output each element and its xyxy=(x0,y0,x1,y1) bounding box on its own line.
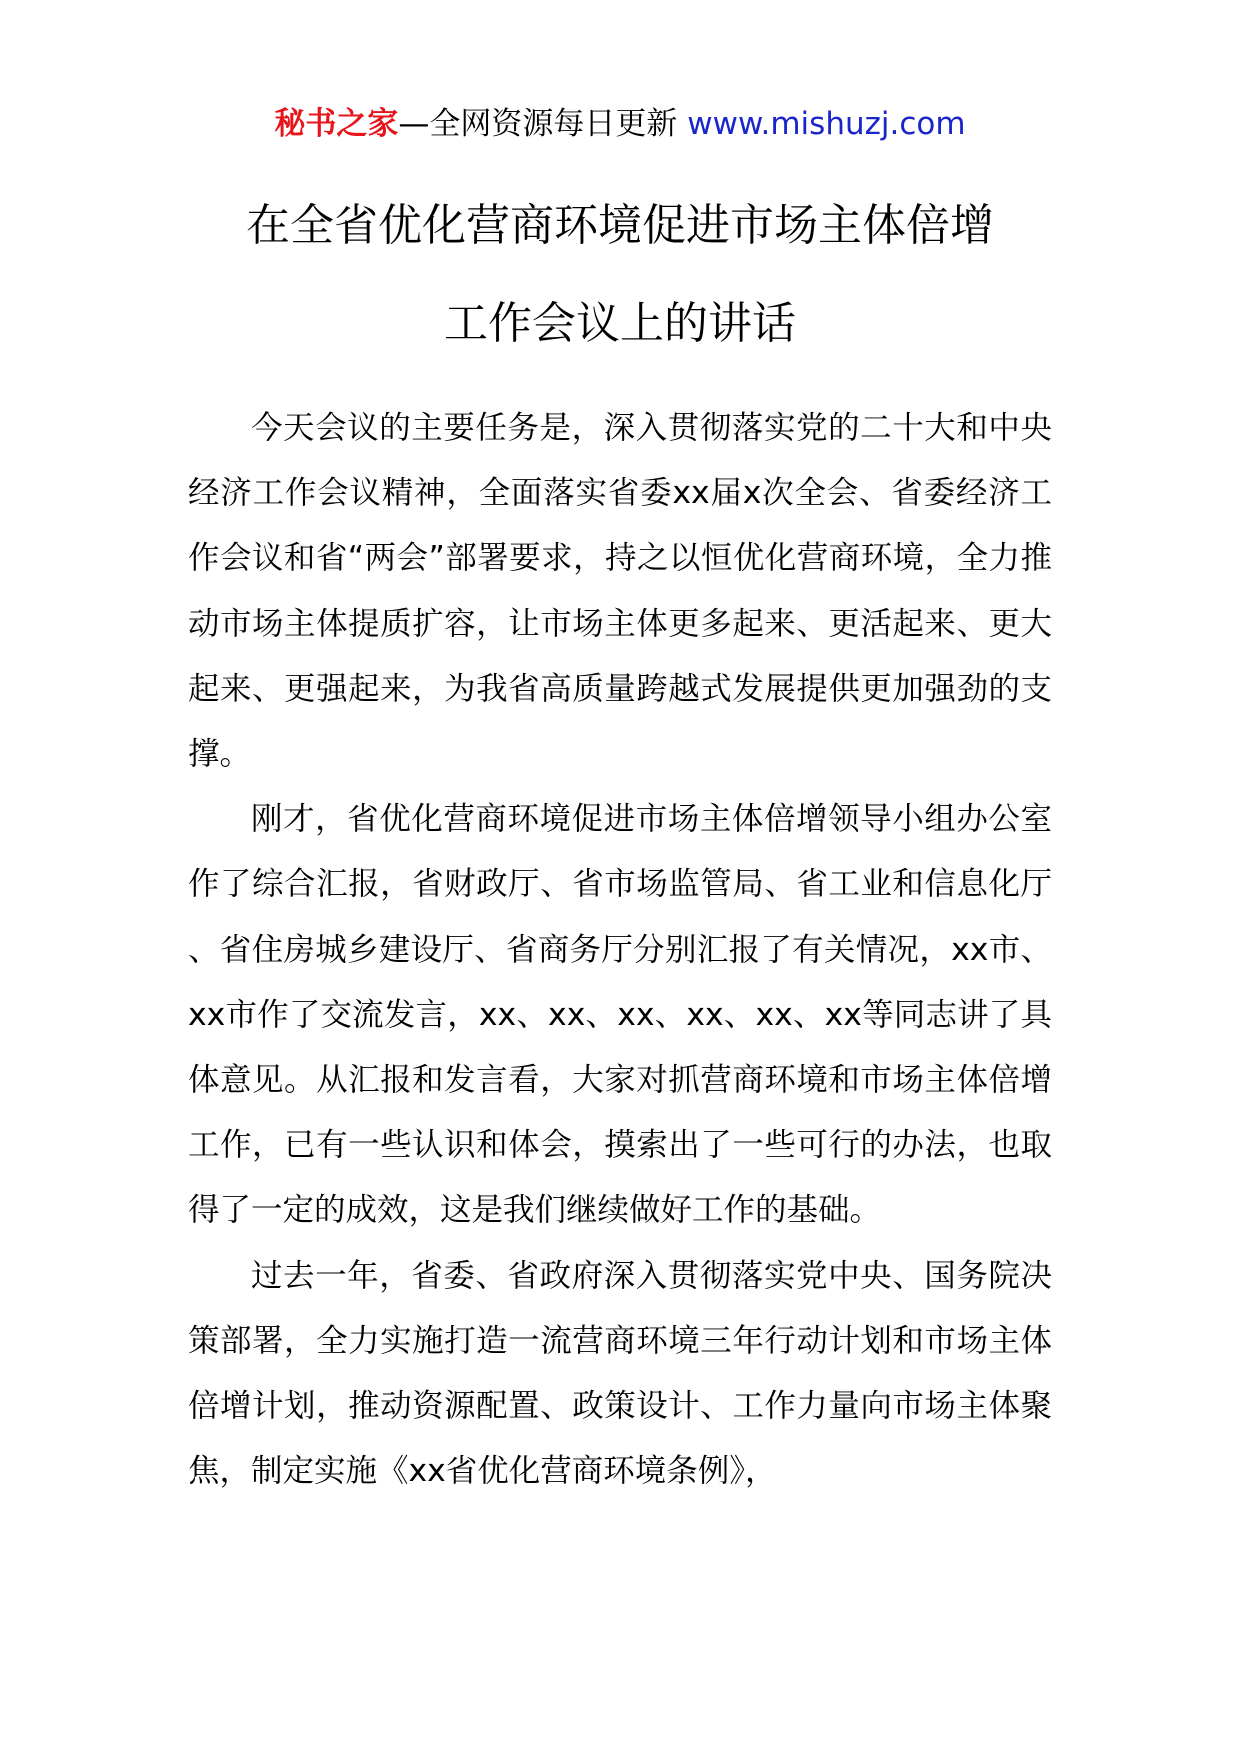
document-body xyxy=(188,396,1052,1504)
brand-name: 秘书之家 xyxy=(274,106,399,142)
body-paragraph-1: 今天会议的主要任务是，深入贯彻落实党的二十大和中央经济工作会议精神，全面落实省委xx届x次全会、省委经济工作会议和省“两会”部署要求，持之以恒优化营商环境，全力推动市场主体提质扩容，让市场主体更多起来、更活起来、更大起来、更强起来，为我省高质量跨越式发展提供更加强劲的支撑。 xyxy=(188,410,1052,773)
body-paragraph-2: 刚才，省优化营商环境促进市场主体倍增领导小组办公室作了综合汇报，省财政厅、省市场监管局、省工业和信息化厅、省住房城乡建设厅、省商务厅分别汇报了有关情况，xx市、xx市作了交流发言，xx、xx、xx、xx、xx、xx等同志讲了具体意见。从汇报和发言看，大家对抓营商环境和市场主体倍增工作，已有一些认识和体会，摸索出了一些可行的办法，也取得了一定的成效，这是我们继续做好工作的基础。 xyxy=(188,801,1052,1229)
body-paragraph-3: 过去一年，省委、省政府深入贯彻落实党中央、国务院决策部署，全力实施打造一流营商环境三年行动计划和市场主体倍增计划，推动资源配置、政策设计、工作力量向市场主体聚焦，制定实施《xx省优化营商环境条例》， xyxy=(188,1257,1052,1490)
site-header xyxy=(0,100,1240,148)
document-title-line-1: 在全省优化营商环境促进市场主体倍增 xyxy=(246,200,994,251)
document-title-line-2: 工作会议上的讲话 xyxy=(444,298,796,349)
header-tagline: —全网资源每日更新 xyxy=(398,106,678,142)
site-url-link[interactable]: www.mishuzj.com xyxy=(687,106,966,142)
